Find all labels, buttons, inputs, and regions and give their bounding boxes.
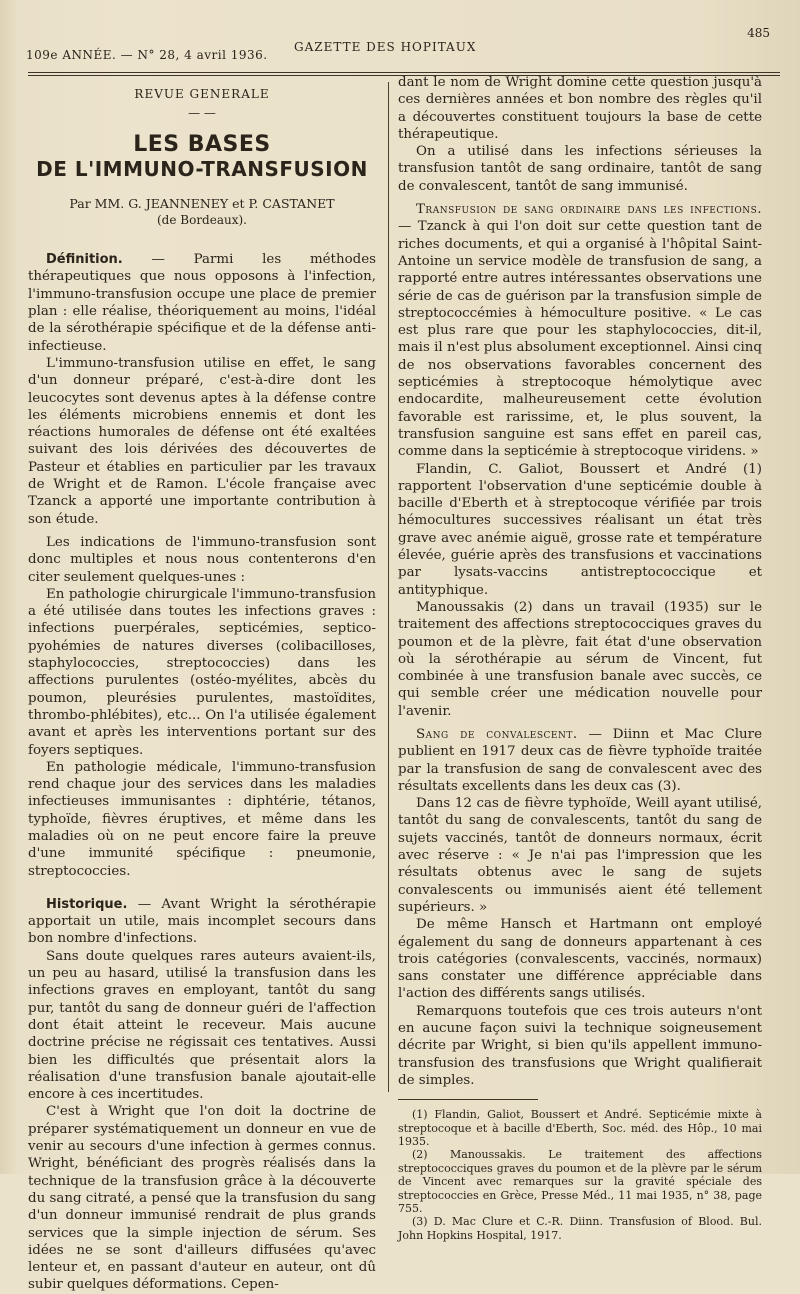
page-header bbox=[26, 26, 778, 66]
paragraph: En pathologie médicale, l'immuno-transfusion rend chaque jour des services dans les maladies infectieuses immunisantes : diphtérie, tétanos, typhoïde, fièvres éruptives, et même dans les maladies où on ne peut encore faire la preuve d'une immunité spécifique : pneumonie, streptococcies. bbox=[28, 759, 376, 879]
paragraph: C'est à Wright que l'on doit la doctrine de préparer systématiquement un donneur en vue de venir au secours d'une infection à germes connus. Wright, bénéficiant des progrès réalisés dans la technique de la transfusion grâce à la découverte du sang citraté, a pensé que la transfusion du sang d'un donneur immunisé rendrait de plus grands services que la simple injection de sérum. Ses idées ne se sont d'ailleurs diffusées qu'avec lenteur et, en passant d'auteur en auteur, ont dû subir quelques déformations. Cepen- bbox=[28, 1104, 376, 1293]
journal-name: GAZETTE DES HOPITAUX bbox=[294, 40, 477, 54]
paragraph: Manoussakis (2) dans un travail (1935) sur le traitement des affections streptococciques graves du poumon et de la plèvre, fait état d'une observation où la sérothérapie au sérum de Vincent, fut combinée à une transfusion banale avec succès, ce qui semble créer une médication nouvelle pour l'avenir. bbox=[398, 599, 762, 719]
footnote: (3) D. Mac Clure et C.-R. Diinn. Transfusion of Blood. Bul. John Hopkins Hospital, 1917. bbox=[398, 1215, 762, 1242]
transfusion-lead: Transfusion de sang ordinaire dans les infections. bbox=[416, 202, 762, 218]
definition-lead: Définition. bbox=[46, 252, 123, 268]
paragraph: L'immuno-transfusion utilise en effet, le sang d'un donneur préparé, c'est-à-dire dont les leucocytes sont devenus aptes à la défense contre les éléments microbiens ennemis et dont les réactions humorales de défense ont été exaltées suivant des lois dérivées des découvertes de Pasteur et établies en particulier par les travaux de Wright et de Ramon. L'école française avec Tzanck a apporté une importante contribution à son étude. bbox=[28, 355, 376, 527]
left-column bbox=[28, 86, 376, 1294]
definition-paragraph bbox=[28, 251, 376, 355]
historique-text: — Avant Wright la sérothérapie apportait un utile, mais incomplet secours dans bon nombre d'infections. bbox=[28, 896, 376, 947]
article-byline: Par MM. G. JEANNENEY et P. CASTANET bbox=[69, 195, 335, 211]
paragraph: Dans 12 cas de fièvre typhoïde, Weill ayant utilisé, tantôt du sang de convalescents, tantôt du sang de sujets vaccinés, tantôt de donneurs normaux, écrit avec réserve : « Je n'ai pas l'impression que les résultats obtenus avec le sang de sujets convalescents ou immunisés aient été tellement supérieurs. » bbox=[398, 796, 762, 915]
definition-text: — Parmi les méthodes thérapeutiques que nous opposons à l'infection, l'immuno-transfusion occupe une place de premier plan : elle réalise, théoriquement au moins, l'idéal de la sérothérapie spécifique et de la défense anti-infectieuse. bbox=[28, 252, 376, 354]
transfusion-paragraph bbox=[398, 201, 762, 460]
convalescent-lead: Sang de convalescent. bbox=[416, 726, 578, 742]
paragraph: En pathologie chirurgicale l'immuno-transfusion a été utilisée dans toutes les infections graves : infections puerpérales, septicémies, septico-pyohémies de natures diverses (colibacilloses, staphylococcies, streptococcies) dans les affections purulentes (ostéo-myélites, abcès du poumon, pleurésies purulentes, mastoïdites, thrombo-phlébites), etc... On l'a utilisée également avant et après les interventions portant sur des foyers septiques. bbox=[28, 586, 376, 758]
paragraph: On a utilisé dans les infections sérieuses la transfusion tantôt de sang ordinaire, tantôt de sang de convalescent, tantôt de sang immunisé. bbox=[398, 144, 762, 194]
article-title-line2: DE L'IMMUNO-TRANSFUSION bbox=[36, 156, 368, 181]
issue-info: 109e ANNÉE. — N° 28, 4 avril 1936. bbox=[26, 48, 268, 62]
convalescent-text: — Diinn et Mac Clure publient en 1917 deux cas de fièvre typhoïde traitée par la transfusion de sang de convalescent avec des résultats excellents dans les deux cas (3). bbox=[398, 726, 762, 794]
article-title-line1: LES BASES bbox=[133, 131, 271, 157]
paragraph: dant le nom de Wright domine cette question jusqu'à ces dernières années et bon nombre des règles qu'il a découvertes constituent toujours la base de cette thérapeutique. bbox=[398, 75, 762, 142]
paragraph: Les indications de l'immuno-transfusion sont donc multiples et nous nous contenterons d'en citer seulement quelques-unes : bbox=[28, 534, 376, 585]
transfusion-text: — Tzanck à qui l'on doit sur cette question tant de riches documents, et qui a organisé à l'hôpital Saint-Antoine un service modèle de transfusion de sang, a rapporté entre autres intéressantes observations une série de cas de guérison par la transfusion simple de streptococcémies à hémoculture positive. « Le cas est plus rare que pour les staphylococcies, dit-il, mais il n'est plus absolument exceptionnel. Ainsi cinq de nos observations favorables concernent des septicémies à streptocoque hémolytique avec endocardite, malheureusement cette évolution favorable est rarissime, et, le plus souvent, la transfusion sanguine est sans effet en pareil cas, comme dans la septicémie à streptocoque viridens. » bbox=[398, 219, 762, 460]
column-divider bbox=[388, 82, 389, 1092]
footnote: (2) Manoussakis. Le traitement des affections streptococciques graves du poumon et de la plèvre par le sérum de Vincent avec remarques sur la gravité spéciale des streptococcies en Grèce, Presse Méd., 11 mai 1935, n° 38, page 755. bbox=[398, 1148, 762, 1216]
paragraph: De même Hansch et Hartmann ont employé également du sang de donneurs appartenant à ces trois catégories (convalescents, vaccinés, normaux) sans constater une différence appréciable dans l'action des différents sangs utilisés. bbox=[398, 917, 762, 1002]
historique-paragraph bbox=[28, 896, 376, 948]
paragraph: Flandin, C. Galiot, Boussert et André (1) rapportent l'observation d'une septicémie double à bacille d'Eberth et à streptocoque vérifiée par trois hémocultures successives réalisant un état très grave avec anémie aiguë, grosse rate et température élevée, guérie après des transfusions et vaccinations par lysats-vaccins antistreptococcique et antityphique. bbox=[398, 461, 762, 598]
article-affiliation: (de Bordeaux). bbox=[157, 212, 247, 227]
footnote-rule bbox=[398, 1099, 538, 1100]
footnote: (1) Flandin, Galiot, Boussert et André. Septicémie mixte à streptocoque et à bacille d'Eberth, Soc. méd. des Hôp., 10 mai 1935. bbox=[398, 1108, 762, 1149]
historique-lead: Historique. bbox=[46, 896, 128, 912]
right-column bbox=[398, 74, 762, 1242]
page-number: 485 bbox=[747, 26, 770, 40]
section-dash: — — bbox=[188, 106, 216, 121]
header-rule bbox=[28, 72, 780, 73]
convalescent-paragraph bbox=[398, 726, 762, 795]
section-heading: REVUE GENERALE bbox=[134, 87, 270, 101]
paragraph: Remarquons toutefois que ces trois auteurs n'ont en aucune façon suivi la technique soigneusement décrite par Wright, si bien qu'ils appellent immuno-transfusion des transfusions que Wright qualifierait de simples. bbox=[398, 1003, 762, 1088]
paragraph: Sans doute quelques rares auteurs avaient-ils, un peu au hasard, utilisé la transfusion dans les infections graves en employant, tantôt du sang pur, tantôt du sang de donneur guéri de l'affection dont était atteint le receveur. Mais aucune doctrine précise ne régissait ces tentatives. Aussi bien les difficultés que présentait alors la réalisation d'une transfusion banale ajoutait-elle encore à ces incertitudes. bbox=[28, 948, 376, 1103]
